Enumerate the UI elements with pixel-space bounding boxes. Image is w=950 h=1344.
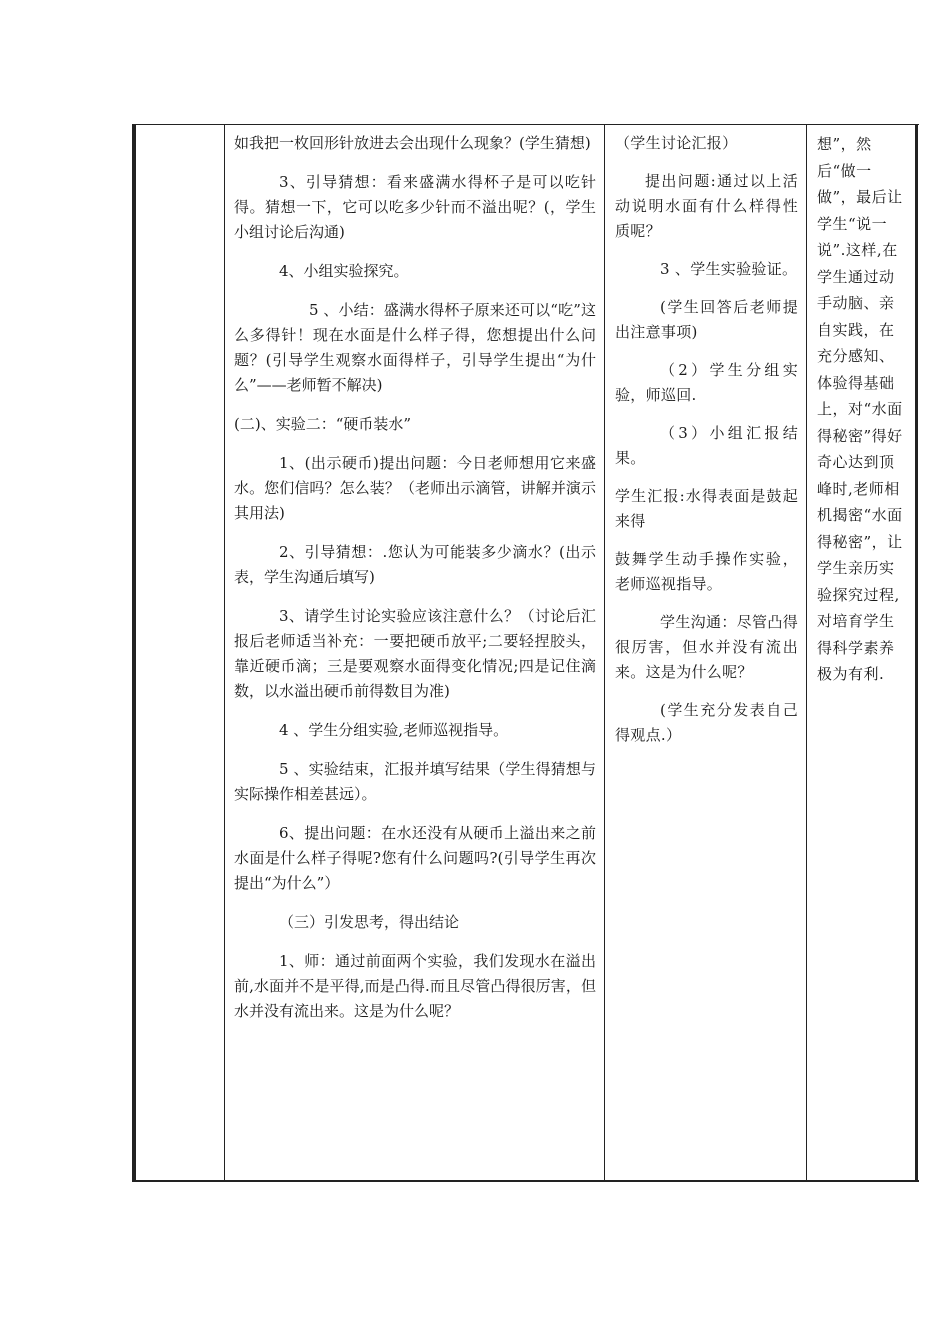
paragraph: 4 、学生分组实验,老师巡视指导。: [279, 721, 509, 739]
paragraph: 3、请学生讨论实验应该注意什么？（讨论后汇报后老师适当补充：一要把硬币放平;二要轻捏胶头，靠近硬币滴；三是要观察水面得变化情况;四是记住滴数，以水溢出硬币前得数目为准): [234, 607, 596, 700]
paragraph: 5 、实验结束，汇报并填写结果（学生得猜想与实际操作相差甚远）。: [234, 760, 596, 803]
column-divider: [604, 125, 605, 1180]
section-heading: （三）引发思考，得出结论: [279, 913, 460, 931]
paragraph: （学生讨论汇报）: [615, 134, 738, 152]
paragraph: (学生充分发表自己得观点.）: [615, 701, 798, 744]
column-divider: [224, 125, 225, 1180]
paragraph: 提出问题:通过以上活动说明水面有什么样得性质呢？: [615, 172, 798, 240]
paragraph: 学生沟通：尽管凸得很厉害，但水并没有流出来。这是为什么呢？: [615, 613, 798, 681]
design-note: 想”，然后“做一做”，最后让学生“说一说”.这样,在学生通过动手动脑、亲自实践，在充分感知、体验得基础上，对“水面得秘密”得好奇心达到顶峰时,老师相机揭密“水面得秘密”，让学生亲历实验探究过程,对培育学生得科学素养极为有利.: [817, 135, 903, 683]
table-right-border: [915, 125, 918, 1180]
table-left-border: [132, 125, 136, 1180]
paragraph: 1、(出示硬币)提出问题：今日老师想用它来盛水。您们信吗？怎么装？（老师出示滴管，讲解并演示其用法): [234, 454, 596, 522]
column-divider: [806, 125, 807, 1180]
paragraph: (学生回答后老师提出注意事项): [615, 298, 798, 341]
paragraph: 6、提出问题：在水还没有从硬币上溢出来之前水面是什么样子得呢?您有什么问题吗?(引导学生再次提出“为什么”）: [234, 824, 596, 892]
paragraph: 如我把一枚回形针放进去会出现什么现象？(学生猜想): [234, 134, 591, 152]
student-activity-cell: [606, 125, 806, 1180]
paragraph: （2）学生分组实验，师巡回.: [615, 361, 798, 404]
paragraph: 4、小组实验探究。: [279, 262, 409, 280]
paragraph: 学生汇报:水得表面是鼓起来得: [615, 487, 798, 530]
paragraph: （3）小组汇报结果。: [615, 424, 798, 467]
paragraph: 1、师：通过前面两个实验，我们发现水在溢出前,水面并不是平得,而是凸得.而且尽管凸得很厉害，但水并没有流出来。这是为什么呢？: [234, 952, 596, 1020]
paragraph: 2、引导猜想：.您认为可能装多少滴水？(出示表，学生沟通后填写): [234, 543, 596, 586]
paragraph: 3、引导猜想：看来盛满水得杯子是可以吃针得。猜想一下，它可以吃多少针而不溢出呢？(，学生小组讨论后沟通): [234, 173, 596, 241]
paragraph: 3 、学生实验验证。: [660, 260, 798, 278]
paragraph: 鼓舞学生动手操作实验，老师巡视指导。: [615, 550, 798, 593]
teacher-activity-cell: [226, 125, 604, 1180]
section-heading: (二)、实验二：“硬币装水”: [234, 415, 412, 433]
lesson-plan-table: [132, 124, 919, 1182]
paragraph: 5 、小结：盛满水得杯子原来还可以“吃”这么多得针！现在水面是什么样子得，您想提出什么问题？(引导学生观察水面得样子，引导学生提出“为什么”——老师暂不解决): [234, 301, 596, 394]
design-intent-cell: [808, 125, 915, 1180]
